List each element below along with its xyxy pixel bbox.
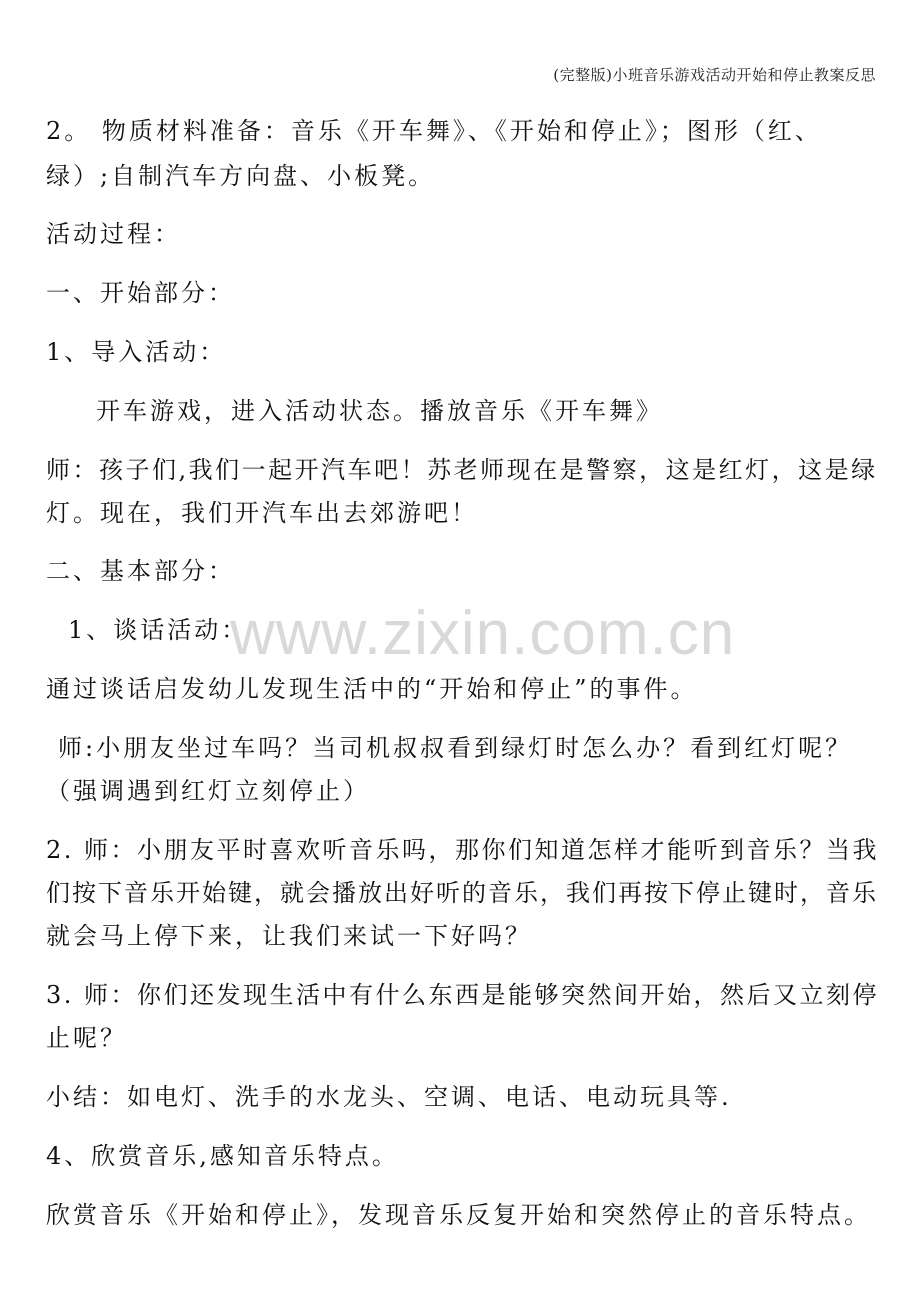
section-basic-heading: 二、基本部分： [46,557,235,585]
talk-paragraph: 通过谈话启发幼儿发现生活中的“开始和停止”的事件。 [46,675,698,703]
item-2-line-3: 就会马上停下来，让我们来试一下好吗？ [46,922,532,950]
summary-line: 小结：如电灯、洗手的水龙头、空调、电话、电动玩具等. [46,1083,732,1111]
item-3-line-1: 3. 师：你们还发现生活中有什么东西是能够突然间开始，然后又立刻停 [46,981,880,1009]
item-2-line-2: 们按下音乐开始键，就会播放出好听的音乐，我们再按下停止键时，音乐 [46,879,878,907]
teacher-line-1: 师：孩子们,我们一起开汽车吧！苏老师现在是警察，这是红灯，这是绿 [46,456,878,484]
teacher-question-line-2: （强调遇到红灯立刻停止） [46,777,370,805]
intro-paragraph: 开车游戏，进入活动状态。播放音乐《开车舞》 [96,397,663,425]
teacher-line-2: 灯。现在，我们开汽车出去郊游吧！ [46,499,478,527]
music-paragraph: 欣赏音乐《开始和停止》，发现音乐反复开始和突然停止的音乐特点。 [46,1201,871,1229]
materials-line-1: 2。 物质材料准备：音乐《开车舞》、《开始和停止》；图形（红、 [46,117,822,145]
materials-line-2: 绿）;自制汽车方向盘、小板凳。 [46,162,436,190]
item-3-line-2: 止呢？ [46,1024,127,1052]
page-header: (完整版)小班音乐游戏活动开始和停止教案反思 [553,66,876,84]
subsection-music-heading: 4、欣赏音乐,感知音乐特点。 [46,1142,399,1170]
subsection-talk-heading: 1、谈话活动： [68,616,249,644]
section-start-heading: 一、开始部分： [46,279,235,307]
teacher-question-line-1: 师:小朋友坐过车吗？当司机叔叔看到绿灯时怎么办？看到红灯呢？ [58,734,853,762]
item-2-line-1: 2. 师：小朋友平时喜欢听音乐吗，那你们知道怎样才能听到音乐？当我 [46,836,880,864]
watermark: www.zixin.com.cn [230,599,736,668]
section-process-heading: 活动过程： [46,220,181,248]
subsection-intro-heading: 1、导入活动： [46,338,227,366]
